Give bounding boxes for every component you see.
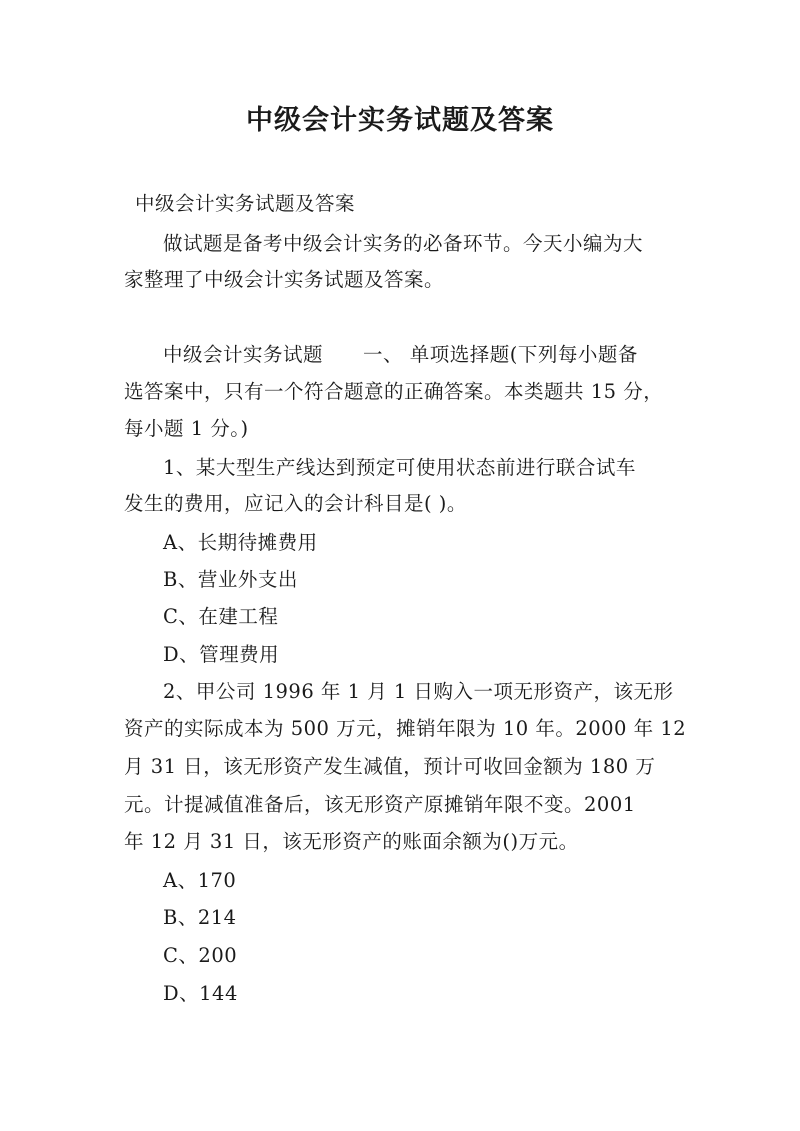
q2-option-b: B、214 [163, 906, 237, 929]
q2-text-line-2: 资产的实际成本为 500 万元，摊销年限为 10 年。2000 年 12 [124, 717, 687, 740]
q1-option-d: D、管理费用 [163, 643, 280, 666]
intro-line-1: 做试题是备考中级会计实务的必备环节。今天小编为大 [163, 232, 644, 255]
section-heading: 一、 单项选择题(下列每小题备 [363, 343, 638, 366]
document-title: 中级会计实务试题及答案 [246, 105, 554, 136]
q1-text-line-2: 发生的费用，应记入的会计科目是( )。 [124, 492, 467, 515]
section-label: 中级会计实务试题 [163, 343, 324, 366]
q2-text-line-3: 月 31 日，该无形资产发生减值，预计可收回金额为 180 万 [124, 755, 656, 778]
q2-text-line-5: 年 12 月 31 日，该无形资产的账面余额为()万元。 [124, 830, 579, 853]
q2-text-line-1: 2、甲公司 1996 年 1 月 1 日购入一项无形资产，该无形 [163, 680, 674, 703]
q1-option-b: B、营业外支出 [163, 568, 298, 591]
q1-option-a: A、长期待摊费用 [163, 531, 318, 554]
q2-option-a: A、170 [163, 869, 237, 892]
section-header-line [163, 343, 638, 367]
intro-line-2: 家整理了中级会计实务试题及答案。 [124, 268, 445, 291]
section-desc-line-2: 每小题 1 分。) [124, 417, 249, 440]
q2-option-c: C、200 [163, 944, 238, 967]
subtitle: 中级会计实务试题及答案 [135, 192, 356, 215]
q1-text-line-1: 1、某大型生产线达到预定可使用状态前进行联合试车 [163, 456, 636, 479]
q1-option-c: C、在建工程 [163, 605, 279, 628]
section-desc-line-1: 选答案中，只有一个符合题意的正确答案。本类题共 15 分， [124, 380, 664, 403]
q2-option-d: D、144 [163, 982, 238, 1005]
q2-text-line-4: 元。计提减值准备后，该无形资产原摊销年限不变。2001 [124, 793, 636, 816]
